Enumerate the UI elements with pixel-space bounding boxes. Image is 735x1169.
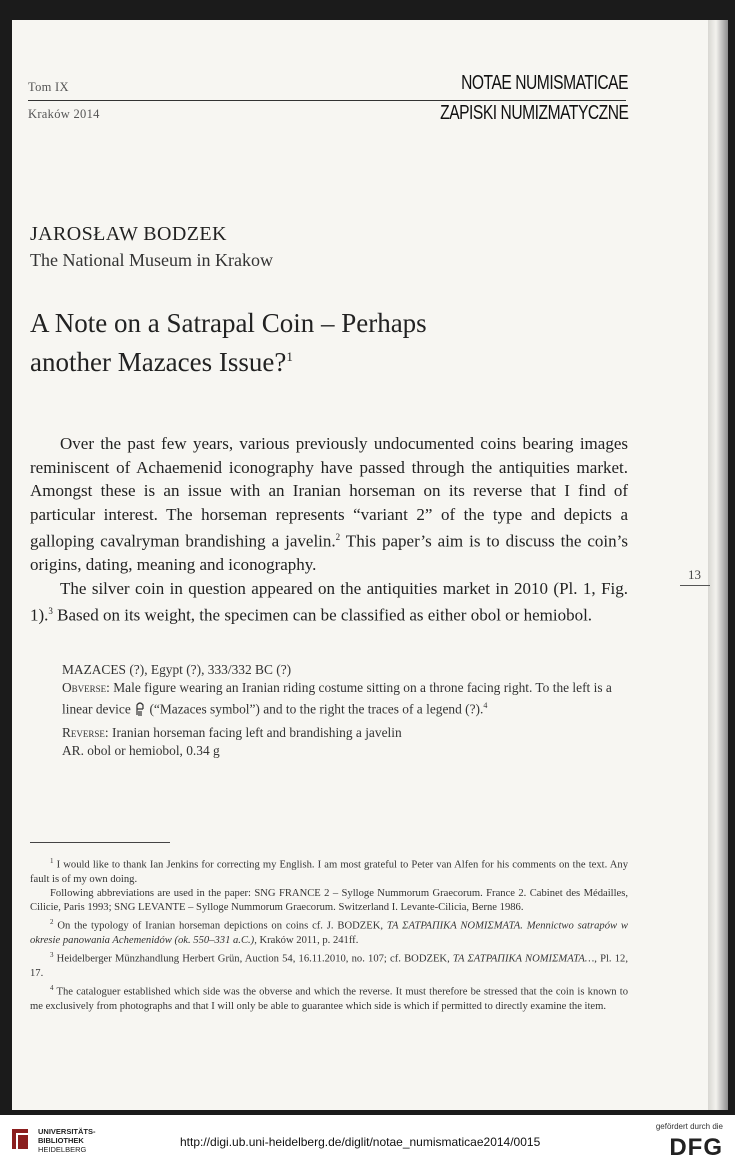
permalink-url[interactable]: http://digi.ub.uni-heidelberg.de/diglit/notae_numismaticae2014/0015 bbox=[180, 1135, 541, 1149]
library-line-1: UNIVERSITÄTS- bbox=[38, 1127, 96, 1136]
page-number-rule bbox=[680, 585, 710, 586]
article-body bbox=[30, 432, 628, 627]
page-number: 13 bbox=[688, 567, 701, 582]
footnote-3-italic: ΤΑ ΣΑΤΡΑΠΙΚΑ ΝΟΜΙΣΜΑΤΑ… bbox=[452, 953, 595, 965]
dfg-logo[interactable]: DFG bbox=[669, 1134, 723, 1161]
footnote-ref-4[interactable]: 4 bbox=[483, 701, 488, 710]
title-line-2-text: another Mazaces Issue? bbox=[30, 347, 287, 377]
library-name[interactable] bbox=[38, 1127, 96, 1154]
author-name: JAROSŁAW BODZEK bbox=[30, 223, 227, 245]
library-line-2: BIBLIOTHEK bbox=[38, 1136, 84, 1145]
footnote-1-text: I would like to thank Ian Jenkins for correcting my English. I am most grateful to Peter van Alfen for his comments on the text. Any fault is of my own doing. bbox=[30, 859, 628, 885]
article-title bbox=[30, 307, 427, 379]
footnote-1-number: 1 bbox=[50, 857, 54, 865]
footnote-ref-3[interactable]: 3 bbox=[48, 606, 53, 617]
footnote-3 bbox=[30, 948, 628, 981]
footnote-rule bbox=[30, 842, 170, 843]
header-rule bbox=[28, 100, 626, 101]
viewer-footer bbox=[0, 1115, 735, 1169]
footnote-4-number: 4 bbox=[50, 984, 54, 993]
funded-by-label: gefördert durch die bbox=[655, 1122, 723, 1131]
reverse-label: Reverse: bbox=[62, 725, 109, 741]
footnote-1-abbreviations: Following abbreviations are used in the paper: SNG FRANCE 2 – Sylloge Nummorum Graecorum. France 2. Cabinet des Médailles, Cilicie, Paris 1993; SNG LEVANTE – Sylloge Nummorum Graecorum. Switzerland I. Levante-Cilicia, Berne 1986. bbox=[30, 887, 628, 914]
place-year-label: Kraków 2014 bbox=[28, 107, 100, 121]
catalogue-weight: AR. obol or hemiobol, 0.34 g bbox=[62, 743, 220, 759]
page-edge bbox=[708, 20, 728, 1110]
footnote-ref-1[interactable]: 1 bbox=[286, 349, 293, 364]
obverse-label: Obverse: bbox=[62, 680, 110, 695]
obverse-text-b: (“Mazaces symbol”) and to the right the traces of a legend (?). bbox=[146, 701, 484, 717]
footnote-2 bbox=[30, 915, 628, 948]
volume-label: Tom IX bbox=[28, 80, 69, 94]
title-line-2 bbox=[30, 340, 427, 379]
footnote-2-number: 2 bbox=[50, 918, 54, 927]
catalogue-entry bbox=[62, 661, 622, 760]
journal-title-polish: ZAPISKI NUMIZMATYCZNE bbox=[439, 102, 628, 124]
catalogue-reverse bbox=[62, 724, 622, 742]
catalogue-obverse bbox=[62, 679, 622, 722]
footnote-2-text-b: , Kraków 2011, p. 241ff. bbox=[254, 935, 359, 947]
journal-title-latin: NOTAE NUMISMATICAE bbox=[461, 72, 628, 94]
paragraph-2-text-a: The silver coin in question appeared on the antiquities market in 2010 (Pl. 1, Fig. 1). bbox=[30, 578, 628, 625]
mazaces-symbol-icon bbox=[134, 701, 146, 722]
footnotes bbox=[30, 854, 628, 1014]
paragraph-2 bbox=[30, 577, 628, 628]
title-line-1: A Note on a Satrapal Coin – Perhaps bbox=[30, 308, 427, 338]
footnote-3-number: 3 bbox=[50, 951, 54, 960]
footnote-1 bbox=[30, 854, 628, 887]
author-institution: The National Museum in Krakow bbox=[30, 250, 273, 270]
obverse-text-a: Male figure wearing an Iranian riding costume sitting on a throne facing right. To the left is a linear device bbox=[62, 680, 612, 717]
paragraph-1 bbox=[30, 432, 628, 577]
footnote-4 bbox=[30, 981, 628, 1014]
paragraph-2-text-b: Based on its weight, the specimen can be classified as either obol or hemiobol. bbox=[52, 605, 593, 625]
library-logo-icon[interactable] bbox=[8, 1125, 32, 1158]
footnote-ref-2[interactable]: 2 bbox=[335, 532, 341, 542]
catalogue-heading: MAZACES (?), Egypt (?), 333/332 BC (?) bbox=[62, 662, 292, 677]
paragraph-1-text-a: Over the past few years, various previously undocumented coins bearing images reminiscent of Achaemenid iconography have passed through the antiquities market. Amongst these is an issue with an Iranian horseman on its reverse that I find of particular interest. The horseman represents “variant 2” of the type and depicts a galloping cavalryman brandishing a javelin. bbox=[30, 434, 628, 551]
paragraph-1-text-b: This paper’s aim is to discuss the coin’s origins, dating, meaning and iconography. bbox=[30, 531, 628, 575]
footnote-2-italic: ΤΑ ΣΑΤΡΑΠΙΚΑ ΝΟΜΙΣΜΑΤΑ. Mennictwo satrapów w okresie panowania Achemenidów (ok. 550–331 a.C.) bbox=[30, 920, 628, 947]
footnote-4-text: The cataloguer established which side was the obverse and which the reverse. It must therefore be stressed that the coin is known to me exclusively from photographs and that I will only be able to guarantee which side is which if permitted to directly examine the item. bbox=[30, 986, 628, 1012]
footnote-3-text-b: , Pl. 12, 17. bbox=[30, 953, 628, 980]
reverse-text: Iranian horseman facing left and brandishing a javelin bbox=[108, 725, 402, 741]
footnote-2-text-a: On the typology of Iranian horseman depictions on coins cf. J. BODZEK, bbox=[53, 920, 387, 932]
footnote-3-text-a: Heidelberger Münzhandlung Herbert Grün, Auction 54, 16.11.2010, no. 107; cf. BODZEK, bbox=[53, 953, 453, 965]
library-line-3: HEIDELBERG bbox=[38, 1145, 87, 1154]
